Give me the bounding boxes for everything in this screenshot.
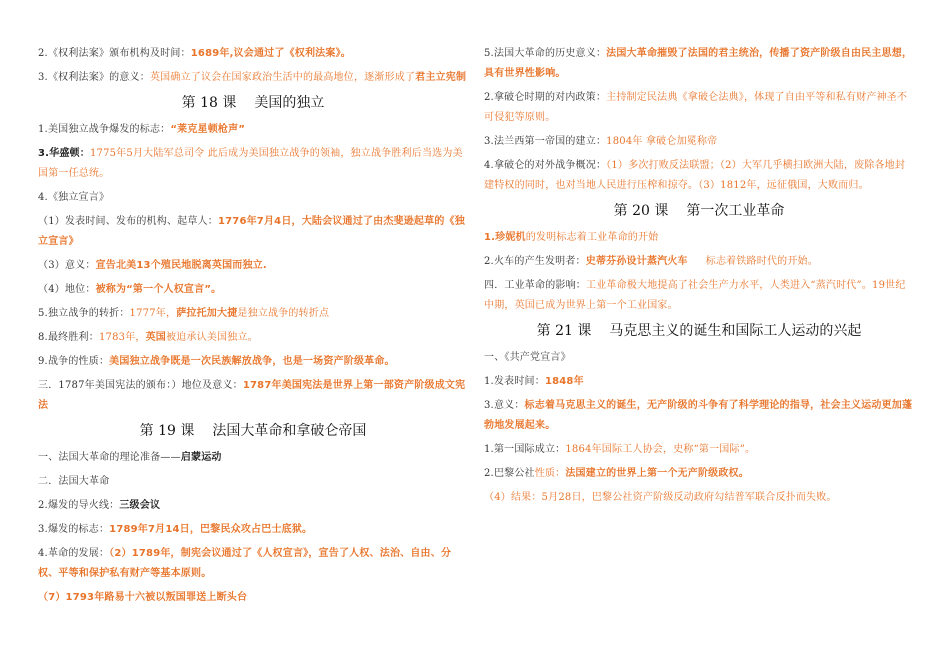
item-label: 二．法国大革命 <box>38 476 110 487</box>
item-value: （7）1793年路易十六被以叛国罪送上断头台 <box>38 592 248 603</box>
declaration-status <box>38 280 468 300</box>
item-value: 标志着马克思主义的诞生，无产阶级的斗争有了科学理论的指导，社会主义运动更加蓬勃地发展起来。 <box>484 400 913 431</box>
revolution-sign <box>38 520 468 540</box>
napoleon-domestic <box>484 88 914 128</box>
declaration-heading <box>38 188 468 208</box>
item-value: （2）1789年，制宪会议通过了《人权宣言》，宣告了人权、法治、自由、分权、平等和保护私有财产等基本原则。 <box>38 548 452 579</box>
item-value: （4）结果：5月28日，巴黎公社资产阶级反动政府勾结普军联合反扑而失败。 <box>484 492 837 503</box>
manifesto-meaning <box>484 396 914 436</box>
item-label: 的发明标志着工业革命的开始 <box>525 232 659 243</box>
item-label: 2.《权利法案》颁布机构及时间： <box>38 48 191 59</box>
first-international <box>484 440 914 460</box>
lesson-title: 法国大革命和拿破仑帝国 <box>212 423 367 439</box>
item-label: （1）发表时间、发布的机构、起草人： <box>38 216 218 227</box>
final-victory <box>38 328 468 348</box>
item-label: 9.战争的性质： <box>38 356 110 367</box>
item-value: “莱克星顿枪声” <box>170 124 246 135</box>
item-value: 宣告北美13个殖民地脱离英国而独立. <box>95 260 267 271</box>
law-bill-meaning <box>38 68 468 88</box>
empire-founding <box>484 132 914 152</box>
manifesto-heading <box>484 348 914 368</box>
item-label: 2.拿破仑时期的对内政策： <box>484 92 607 103</box>
lesson-19-heading <box>38 420 468 442</box>
item-label: 2.爆发的导火线： <box>38 500 120 511</box>
item-label: 8.最终胜利： <box>38 332 99 343</box>
item-value: （1）多次打败反法联盟；（2）大军几乎横扫欧洲大陆，废除各地封建特权的同时，也对当地人民进行压榨和掠夺。（3）1812年，远征俄国，大败而归。 <box>484 160 906 191</box>
item-value: 工业革命极大地提高了社会生产力水平，人类进入“蒸汽时代”。19世纪中期，英国已成为世界上第一个工业国家。 <box>484 280 906 311</box>
paris-commune <box>484 464 914 484</box>
war-nature <box>38 352 468 372</box>
item-label: （3）意义： <box>38 260 96 271</box>
item-value: 标志着铁路时代的开始。 <box>705 256 818 267</box>
lesson-number: 第 21 课 <box>536 323 592 339</box>
napoleon-foreign <box>484 156 914 196</box>
revolution-theory <box>38 448 468 468</box>
revolution-heading <box>38 472 468 492</box>
declaration-meaning <box>38 256 468 276</box>
declaration-time <box>38 212 468 252</box>
item-value: 1789年7月14日，巴黎民众攻占巴士底狱。 <box>109 524 313 535</box>
item-label: 2.火车的产生发明者： <box>484 256 586 267</box>
item-label: 2.巴黎公社 <box>484 468 535 479</box>
item-value: 史蒂芬孙设计蒸汽火车 <box>585 256 688 267</box>
item-value: 1776年7月4日，大陆会议通过了由杰斐逊起草的《独立宣言》 <box>38 216 465 247</box>
lesson-number: 第 18 课 <box>181 95 237 111</box>
item-label: 一、法国大革命的理论准备—— <box>38 452 181 463</box>
item-value: 1.珍妮机 <box>484 232 526 243</box>
lesson-21-heading <box>484 320 914 342</box>
item-label: 4.《独立宣言》 <box>38 192 110 203</box>
item-value: 1804年 拿破仑加冕称帝 <box>606 136 718 147</box>
item-value: 主持制定民法典《拿破仑法典》，体现了自由平等和私有财产神圣不可侵犯等原则。 <box>484 92 908 123</box>
item-value-bold: 三级会议 <box>119 500 161 511</box>
item-value-bold: 萨拉托加大捷 <box>176 308 238 319</box>
lesson-title: 第一次工业革命 <box>686 203 785 219</box>
right-column <box>484 44 914 512</box>
item-value: 被称为“第一个人权宣言”。 <box>95 284 222 295</box>
item-label: 3.华盛顿： <box>38 148 90 159</box>
item-value: 1783年， <box>98 332 146 343</box>
item-label: 5.独立战争的转折： <box>38 308 130 319</box>
revolution-fuse <box>38 496 468 516</box>
industrial-impact <box>484 276 914 316</box>
item-value: 1775年5月大陆军总司令 此后成为美国独立战争的领袖，独立战争胜利后当选为美国第一任总统。 <box>38 148 463 179</box>
constitution <box>38 376 468 416</box>
manifesto-time <box>484 372 914 392</box>
item-label: （4）地位： <box>38 284 96 295</box>
commune-result <box>484 488 914 508</box>
revolution-significance <box>484 44 914 84</box>
item-value: 是独立战争的转折点 <box>237 308 330 319</box>
item-label: 3.爆发的标志： <box>38 524 110 535</box>
item-value: 法国大革命摧毁了法国的君主统治，传播了资产阶级自由民主思想，具有世界性影响。 <box>484 48 913 79</box>
item-value: 美国独立战争既是一次民族解放战争，也是一场资产阶级革命。 <box>109 356 395 367</box>
revolution-development <box>38 544 468 584</box>
item-value-bold: 英国 <box>145 332 167 343</box>
item-value: 1864年国际工人协会，史称“第一国际”。 <box>565 444 756 455</box>
item-value-bold: 启蒙运动 <box>180 452 222 463</box>
washington <box>38 144 468 184</box>
louis-xvi <box>38 588 468 608</box>
item-value-bold: 君主立宪制 <box>415 72 467 83</box>
law-bill-time <box>38 44 468 64</box>
item-value-bold: 法国建立的世界上第一个无产阶级政权。 <box>565 468 749 479</box>
lesson-title: 马克思主义的诞生和国际工人运动的兴起 <box>609 323 862 339</box>
item-label: 4.革命的发展： <box>38 548 110 559</box>
spinning-jenny <box>484 228 914 248</box>
item-label: 三．1787年美国宪法的颁布：）地位及意义： <box>38 380 243 391</box>
lesson-number: 第 20 课 <box>613 203 669 219</box>
item-value: 被迫承认美国独立。 <box>166 332 258 343</box>
item-value: 1777年， <box>129 308 177 319</box>
war-outbreak <box>38 120 468 140</box>
item-value: 性质： <box>534 468 566 479</box>
left-column <box>38 44 468 612</box>
item-label: 1.第一国际成立： <box>484 444 566 455</box>
lesson-18-heading <box>38 92 468 114</box>
item-label: 四．工业革命的影响： <box>484 280 586 291</box>
item-label: 3.意义： <box>484 400 525 411</box>
item-value: 1787年美国宪法是世界上第一部资产阶级成文宪法 <box>38 380 466 411</box>
item-value: 1848年 <box>544 376 584 387</box>
item-value: 1689年,议会通过了《权利法案》。 <box>190 48 351 59</box>
train-inventor <box>484 252 914 272</box>
lesson-title: 美国的独立 <box>254 95 325 111</box>
item-value: 英国确立了议会在国家政治生活中的最高地位，逐渐形成了 <box>149 72 416 83</box>
item-label: 1.美国独立战争爆发的标志： <box>38 124 171 135</box>
item-label: 1.发表时间： <box>484 376 545 387</box>
lesson-20-heading <box>484 200 914 222</box>
item-label: 4.拿破仑的对外战争概况： <box>484 160 607 171</box>
war-turning-point <box>38 304 468 324</box>
item-label: 3.法兰西第一帝国的建立： <box>484 136 607 147</box>
item-label: 5.法国大革命的历史意义： <box>484 48 607 59</box>
item-label: 3.《权利法案》的意义： <box>38 72 150 83</box>
lesson-number: 第 19 课 <box>139 423 195 439</box>
item-label: 一、《共产党宣言》 <box>484 352 571 363</box>
